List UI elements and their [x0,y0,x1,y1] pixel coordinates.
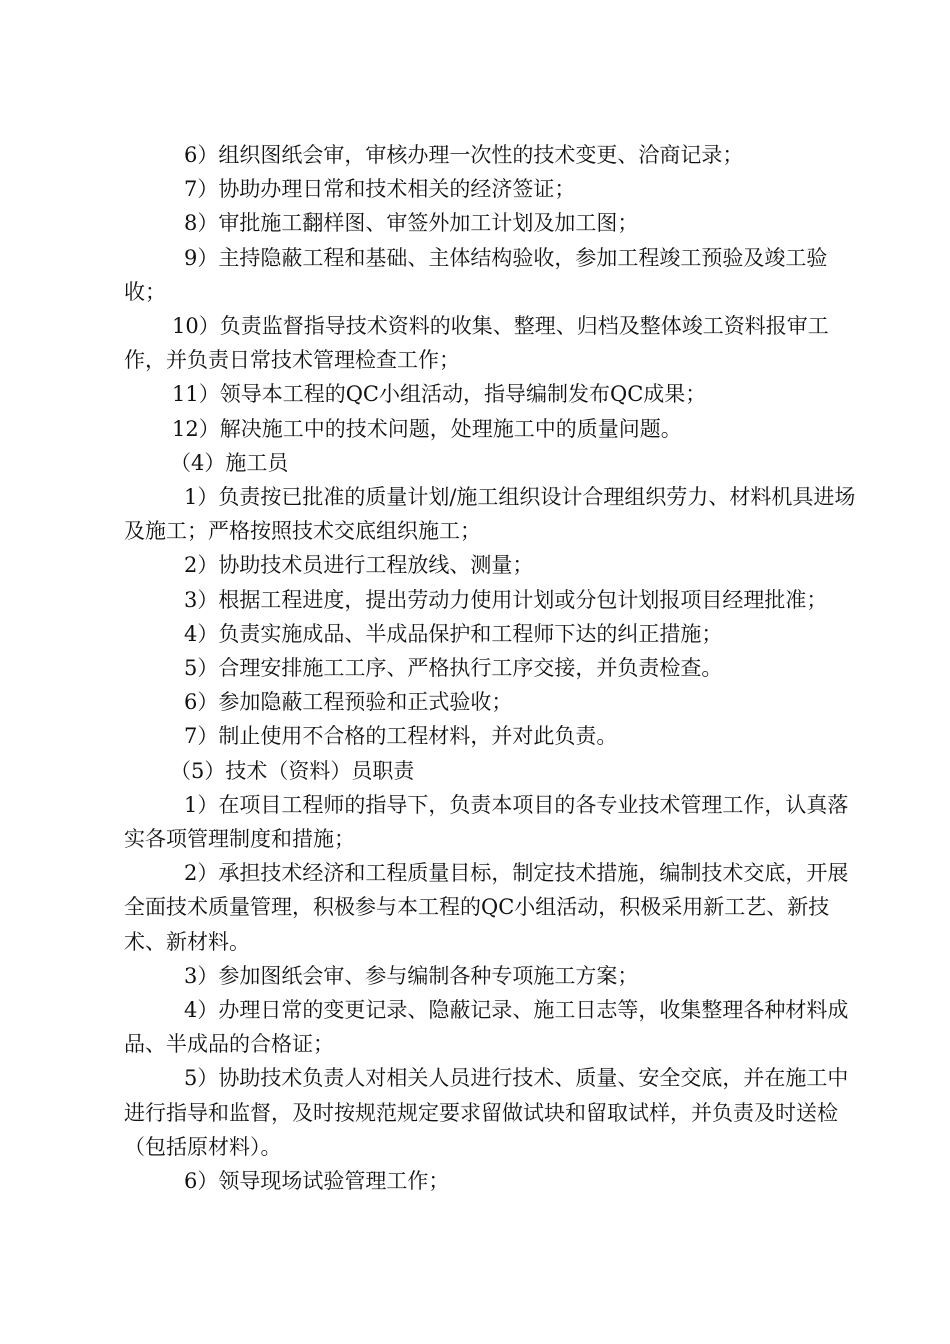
paragraph: 5）合理安排施工工序、严格执行工序交接，并负责检查。 [184,656,723,681]
section-heading: （5）技术（资料）员职责 [170,758,415,783]
paragraph: 3）参加图纸会审、参与编制各种专项施工方案； [184,963,639,988]
document-body [124,138,864,1198]
paragraph: 4）办理日常的变更记录、隐蔽记录、施工日志等，收集整理各种材料成品、半成品的合格证； [124,998,849,1057]
paragraph: 11）领导本工程的QC小组活动，指导编制发布QC成果； [172,382,707,407]
paragraph: 7）协助办理日常和技术相关的经济签证； [184,177,576,202]
paragraph: 9）主持隐蔽工程和基础、主体结构验收，参加工程竣工预验及竣工验收； [124,245,828,304]
paragraph: 3）根据工程进度，提出劳动力使用计划或分包计划报项目经理批准； [184,587,828,612]
paragraph: 6）参加隐蔽工程预验和正式验收； [184,690,513,715]
paragraph: 2）承担技术经济和工程质量目标，制定技术措施，编制技术交底，开展全面技术质量管理，积极参与本工程的QC小组活动，积极采用新工艺、新技术、新材料。 [124,861,849,954]
paragraph: 6）领导现场试验管理工作； [184,1169,450,1194]
section-heading: （4）施工员 [170,450,289,475]
paragraph: 2）协助技术员进行工程放线、测量； [184,553,534,578]
paragraph: 4）负责实施成品、半成品保护和工程师下达的纠正措施； [184,621,723,646]
paragraph: 8）审批施工翻样图、审签外加工计划及加工图； [184,211,639,236]
paragraph: 1）负责按已批准的质量计划/施工组织设计合理组织劳力、材料机具进场及施工；严格按照技术交底组织施工； [124,485,856,544]
paragraph: 5）协助技术负责人对相关人员进行技术、质量、安全交底，并在施工中进行指导和监督，及时按规范规定要求留做试块和留取试样，并负责及时送检（包括原材料）。 [124,1066,849,1159]
paragraph: 7）制止使用不合格的工程材料，并对此负责。 [184,724,618,749]
paragraph: 10）负责监督指导技术资料的收集、整理、归档及整体竣工资料报审工作，并负责日常技术管理检查工作； [124,314,829,373]
paragraph: 6）组织图纸会审，审核办理一次性的技术变更、洽商记录； [184,143,744,167]
paragraph: 12）解决施工中的技术问题，处理施工中的质量问题。 [172,416,682,441]
paragraph: 1）在项目工程师的指导下，负责本项目的各专业技术管理工作，认真落实各项管理制度和措施； [124,792,849,852]
